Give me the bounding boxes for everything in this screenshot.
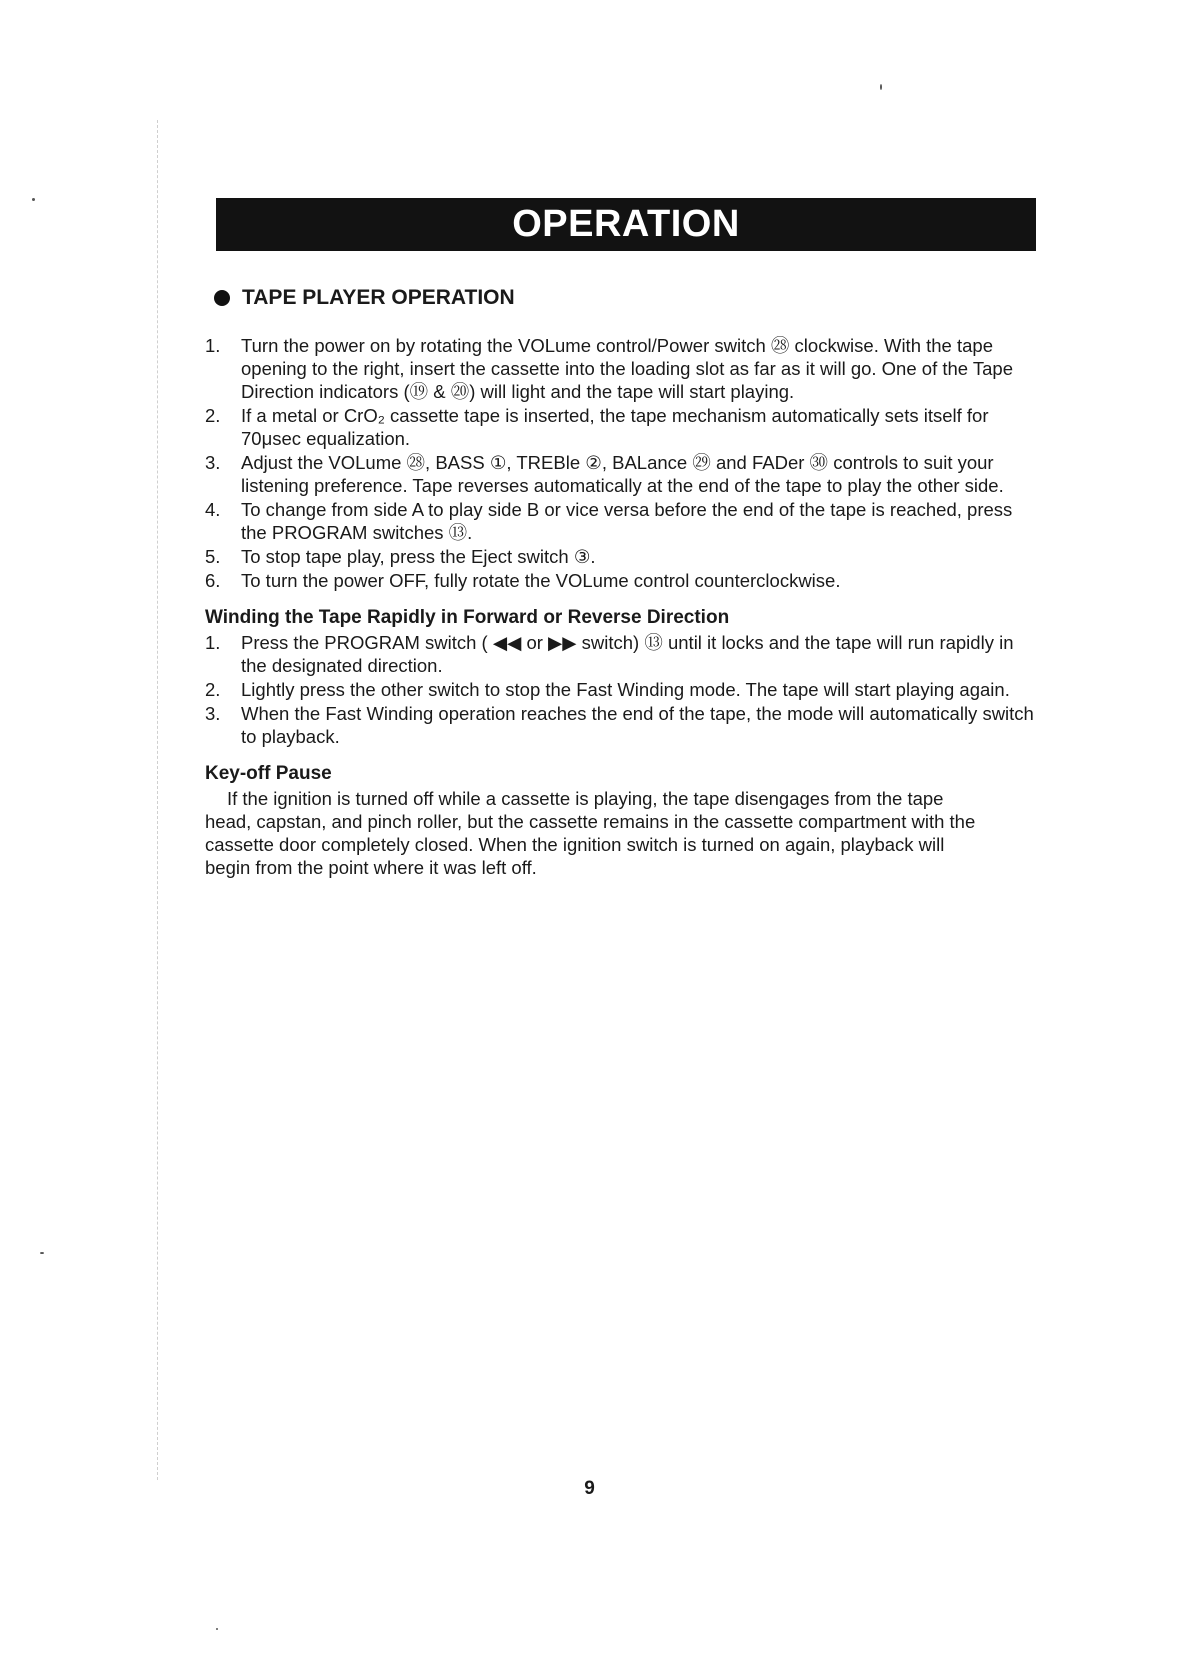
step-number: 5. xyxy=(205,546,221,567)
list-item xyxy=(205,569,1035,592)
operation-steps xyxy=(205,334,1035,592)
step-text: Lightly press the other switch to stop the Fast Winding mode. The tape will start playing again. xyxy=(241,679,1010,700)
page-title: OPERATION xyxy=(512,203,740,245)
step-text: Press the PROGRAM switch ( ◀◀ or ▶▶ switch) ⑬ until it locks and the tape will run rapidly in the designated direction. xyxy=(241,632,1014,676)
list-item xyxy=(205,404,1035,450)
section-heading xyxy=(214,286,515,310)
step-number: 3. xyxy=(205,452,221,473)
title-banner xyxy=(216,198,1036,251)
step-text: When the Fast Winding operation reaches the end of the tape, the mode will automatically switch to playback. xyxy=(241,703,1034,747)
step-text: To stop tape play, press the Eject switch ③. xyxy=(241,546,596,567)
scan-speck xyxy=(40,1252,44,1254)
section-heading-text: TAPE PLAYER OPERATION xyxy=(242,286,515,309)
bullet-icon xyxy=(214,290,230,306)
list-item xyxy=(205,498,1035,544)
step-text: To change from side A to play side B or vice versa before the end of the tape is reached, press the PROGRAM switches ⑬. xyxy=(241,499,1013,543)
keyoff-heading: Key-off Pause xyxy=(205,763,332,784)
list-item xyxy=(205,451,1035,497)
list-item xyxy=(205,678,1035,701)
step-text: If a metal or CrO₂ cassette tape is inserted, the tape mechanism automatically sets itself for 70μsec equalization. xyxy=(241,405,989,449)
content-body xyxy=(205,334,1035,879)
scan-speck xyxy=(32,198,35,201)
step-number: 2. xyxy=(205,679,221,700)
step-number: 3. xyxy=(205,703,221,724)
list-item xyxy=(205,334,1035,403)
list-item xyxy=(205,631,1035,677)
scan-speck xyxy=(880,84,882,90)
margin-line xyxy=(157,120,158,1480)
winding-heading: Winding the Tape Rapidly in Forward or Reverse Direction xyxy=(205,607,730,628)
keyoff-paragraph: If the ignition is turned off while a cassette is playing, the tape disengages from the tape head, capstan, and pinch roller, but the cassette remains in the cassette compartment with the cassette door completely closed. When the ignition switch is turned on again, playback will begin from the point where it was left off. xyxy=(205,788,976,878)
step-text: Turn the power on by rotating the VOLume control/Power switch ㉘ clockwise. With the tape opening to the right, insert the cassette into the loading slot as far as it will go. One of the Tape Direction indicators (⑲ & ⑳) will light and the tape will start playing. xyxy=(241,335,1013,402)
page-number: 9 xyxy=(584,1478,595,1499)
step-number: 1. xyxy=(205,335,221,356)
winding-steps xyxy=(205,631,1035,748)
step-text: To turn the power OFF, fully rotate the VOLume control counterclockwise. xyxy=(241,570,841,591)
step-number: 6. xyxy=(205,570,221,591)
step-number: 2. xyxy=(205,405,221,426)
list-item xyxy=(205,702,1035,748)
step-number: 4. xyxy=(205,499,221,520)
list-item xyxy=(205,545,1035,568)
step-number: 1. xyxy=(205,632,221,653)
step-text: Adjust the VOLume ㉘, BASS ①, TREBle ②, BALance ㉙ and FADer ㉚ controls to suit your listening preference. Tape reverses automatically at the end of the tape to play the other side. xyxy=(241,452,1004,496)
scan-speck xyxy=(216,1628,218,1630)
